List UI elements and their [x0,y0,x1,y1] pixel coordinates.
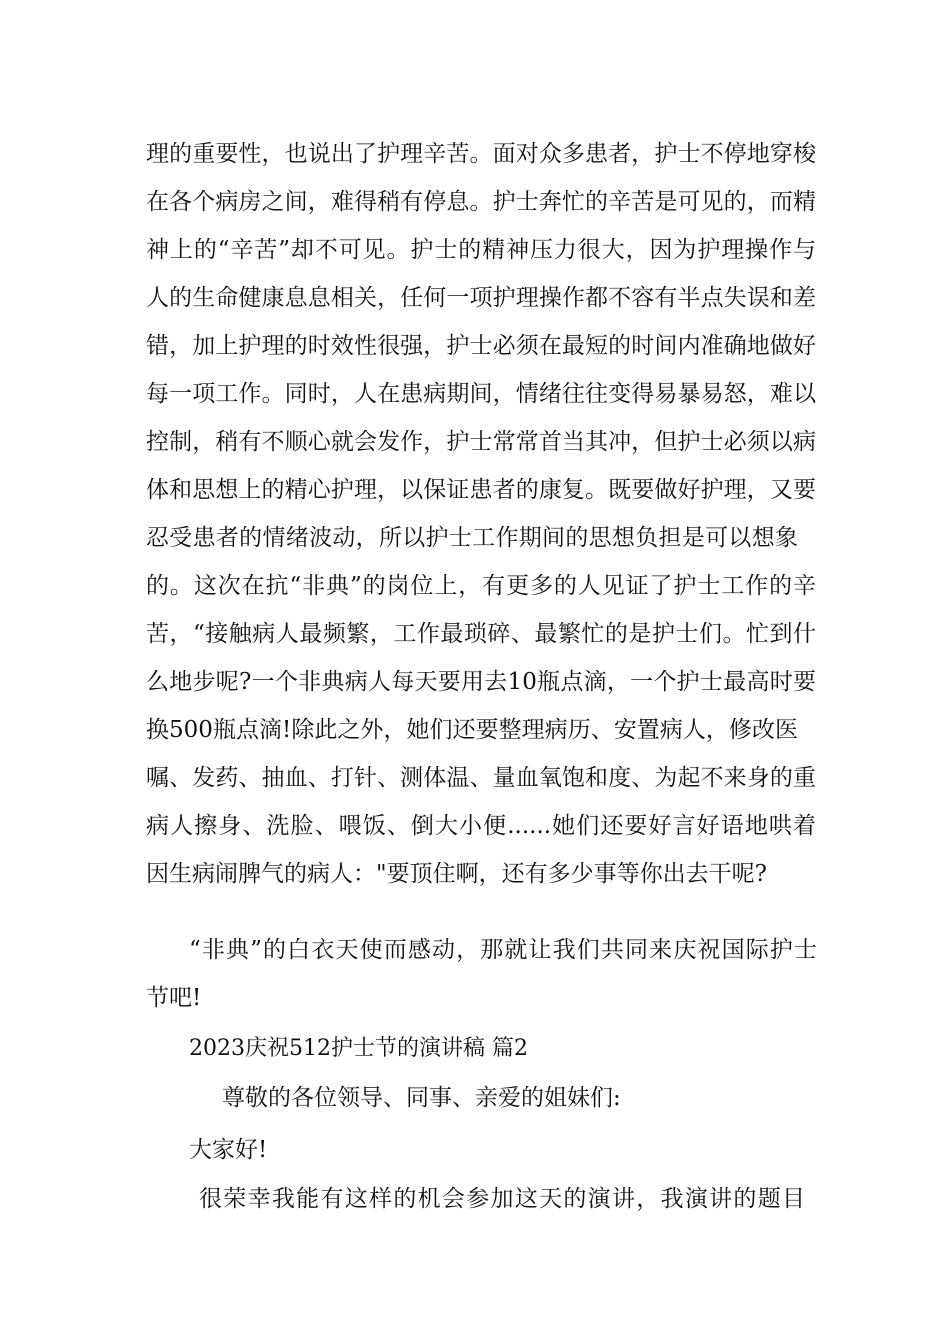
text-line: 人的生命健康息息相关，任何一项护理操作都不容有半点失误和差 [146,285,816,311]
text-line: 因生病闹脾气的病人："要顶住啊，还有多少事等你出去干呢? [146,861,767,887]
text-line: 错，加上护理的时效性很强，护士必须在最短的时间内准确地做好 [146,333,816,359]
text-line: 苦，“接触病人最频繁，工作最琐碎、最繁忙的是护士们。忙到什 [146,621,816,647]
greeting: 大家好! [189,1137,268,1163]
text-line: 神上的“辛苦”却不可见。护士的精神压力很大，因为护理操作与 [146,237,816,263]
text-line: 很荣幸我能有这样的机会参加这天的演讲，我演讲的题目 [199,1186,805,1212]
salutation: 尊敬的各位领导、同事、亲爱的姐妹们: [222,1085,621,1111]
text-line: 的。这次在抗“非典”的岗位上，有更多的人见证了护士工作的辛 [146,573,816,599]
text-line: 理的重要性，也说出了护理辛苦。面对众多患者，护士不停地穿梭 [146,141,816,167]
text-line: 嘱、发药、抽血、打针、测体温、量血氧饱和度、为起不来身的重 [146,765,816,791]
text-line: 在各个病房之间，难得稍有停息。护士奔忙的辛苦是可见的，而精 [146,189,816,215]
text-line: “非典”的白衣天使而感动，那就让我们共同来庆祝国际护士 [189,937,817,963]
text-line: 忍受患者的情绪波动，所以护士工作期间的思想负担是可以想象 [146,525,798,551]
section-heading: 2023庆祝512护士节的演讲稿 篇2 [189,1036,528,1061]
text-line: 换500瓶点滴!除此之外，她们还要整理病历、安置病人，修改医 [146,717,798,743]
text-line: 体和思想上的精心护理，以保证患者的康复。既要做好护理，又要 [146,477,816,503]
text-line: 每一项工作。同时，人在患病期间，情绪往往变得易暴易怒，难以 [146,381,816,407]
text-line: 控制，稍有不顺心就会发作，护士常常首当其冲，但护士必须以病 [146,429,816,455]
text-line: 节吧! [146,985,202,1011]
text-line: 病人擦身、洗脸、喂饭、倒大小便......她们还要好言好语地哄着 [146,813,816,839]
text-line: 么地步呢?一个非典病人每天要用去10瓶点滴，一个护士最高时要 [146,669,816,695]
